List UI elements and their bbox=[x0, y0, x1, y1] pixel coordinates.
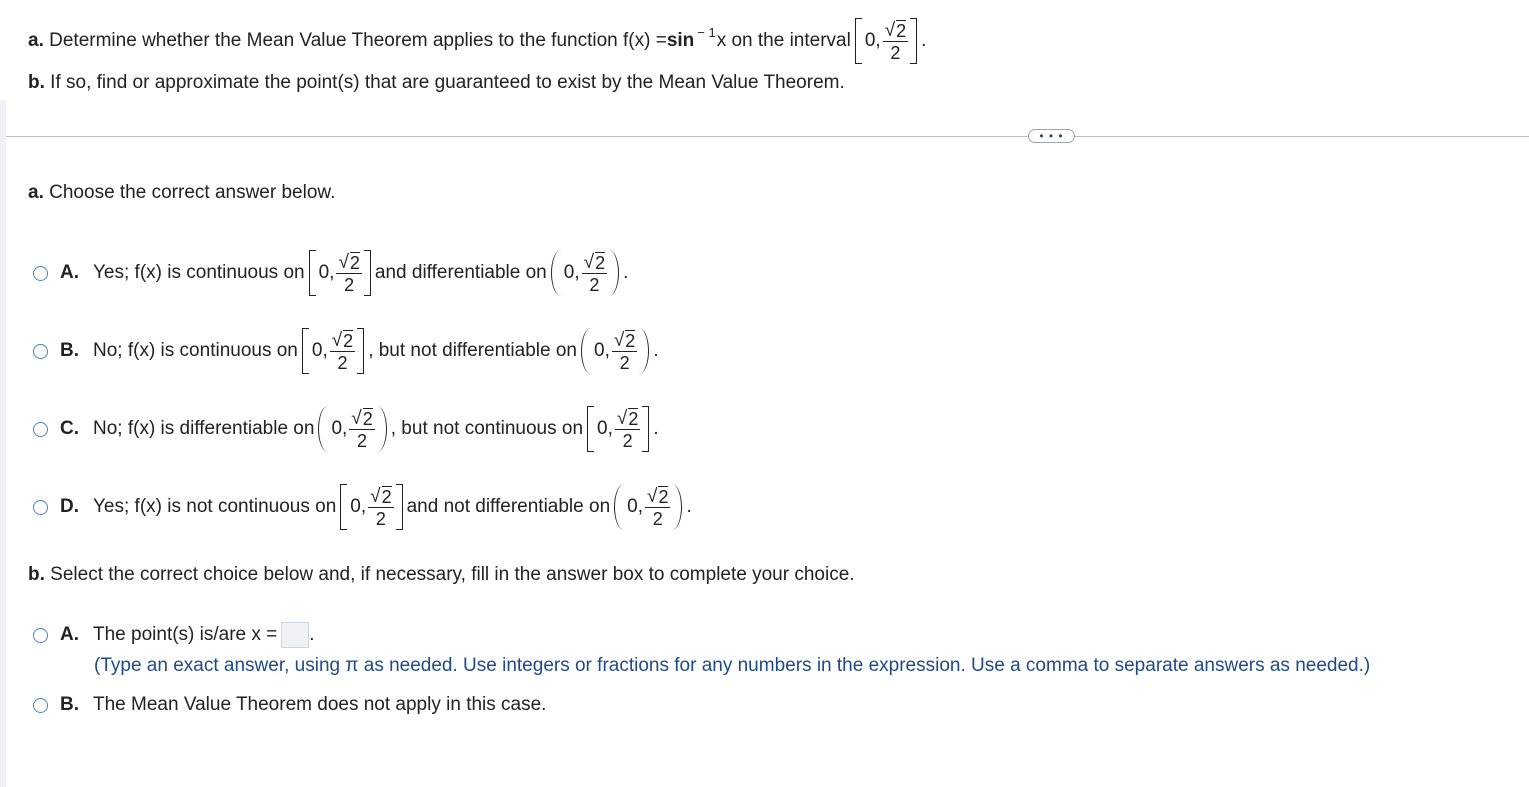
part-a-option-d[interactable]: D. Yes; f(x) is not continuous on 0, √ 2 2 and not differentiable on 0, √ 2 2 . bbox=[33, 484, 692, 530]
part-b-option-a[interactable]: A. The point(s) is/are x = . bbox=[33, 622, 315, 648]
interval-open: 0, √ 2 2 bbox=[581, 328, 649, 374]
more-options-button[interactable]: • • • bbox=[1028, 129, 1075, 143]
left-accent-strip bbox=[0, 100, 6, 787]
interval-closed: 0, √ 2 2 bbox=[302, 328, 364, 374]
interval-closed: 0, √ 2 2 bbox=[587, 406, 649, 452]
interval-closed: 0, √ 2 2 bbox=[309, 250, 371, 296]
radio-b-option-b[interactable] bbox=[33, 698, 48, 713]
radio-b-option-a[interactable] bbox=[33, 628, 48, 643]
answer-hint: (Type an exact answer, using π as needed. Use integers or fractions for any numbers in the expression. Use a comma to separate answers as needed.) bbox=[94, 655, 1371, 676]
radio-option-c[interactable] bbox=[33, 422, 48, 437]
interval-open: 0, √ 2 2 bbox=[318, 406, 386, 452]
question-interval: 0, √ 2 2 bbox=[855, 18, 917, 64]
part-a-option-c[interactable]: C. No; f(x) is differentiable on 0, √ 2 2 , but not continuous on 0, √ 2 2 . bbox=[33, 406, 659, 452]
function-name: sin bbox=[666, 30, 695, 51]
interval-open: 0, √ 2 2 bbox=[551, 250, 619, 296]
divider bbox=[6, 136, 1529, 137]
interval-open: 0, √ 2 2 bbox=[614, 484, 682, 530]
question-part-a: a. Determine whether the Mean Value Theorem applies to the function f(x) = sin $^{- 1}$ x on the interval 0, √ 2 2 . bbox=[28, 20, 927, 63]
function-superscript: − 1 bbox=[697, 24, 716, 40]
part-b-prompt: b. Select the correct choice below and, if necessary, fill in the answer box to complete your choice. bbox=[28, 564, 855, 585]
interval-closed: 0, √ 2 2 bbox=[340, 484, 402, 530]
question-a-tail: x on the interval bbox=[716, 30, 851, 51]
radio-option-b[interactable] bbox=[33, 344, 48, 359]
radio-option-a[interactable] bbox=[33, 266, 48, 281]
question-part-b bbox=[28, 72, 845, 94]
question-b-letter: b. bbox=[28, 72, 45, 93]
answer-input-box[interactable] bbox=[281, 622, 309, 648]
part-a-option-b[interactable]: B. No; f(x) is continuous on 0, √ 2 2 , but not differentiable on 0, √ 2 2 . bbox=[33, 328, 659, 374]
question-a-letter: a. bbox=[28, 30, 44, 51]
part-a-option-a[interactable]: A. Yes; f(x) is continuous on 0, √ 2 2 and differentiable on 0, √ 2 2 . bbox=[33, 250, 628, 296]
question-b-text: If so, find or approximate the point(s) that are guaranteed to exist by the Mean Value Theorem. bbox=[50, 72, 845, 93]
part-a-prompt: a. Choose the correct answer below. bbox=[28, 182, 336, 203]
question-a-text: Determine whether the Mean Value Theorem applies to the function f(x) = bbox=[49, 30, 667, 51]
radio-option-d[interactable] bbox=[33, 500, 48, 515]
part-b-option-b[interactable]: B. The Mean Value Theorem does not apply in this case. bbox=[33, 694, 546, 716]
